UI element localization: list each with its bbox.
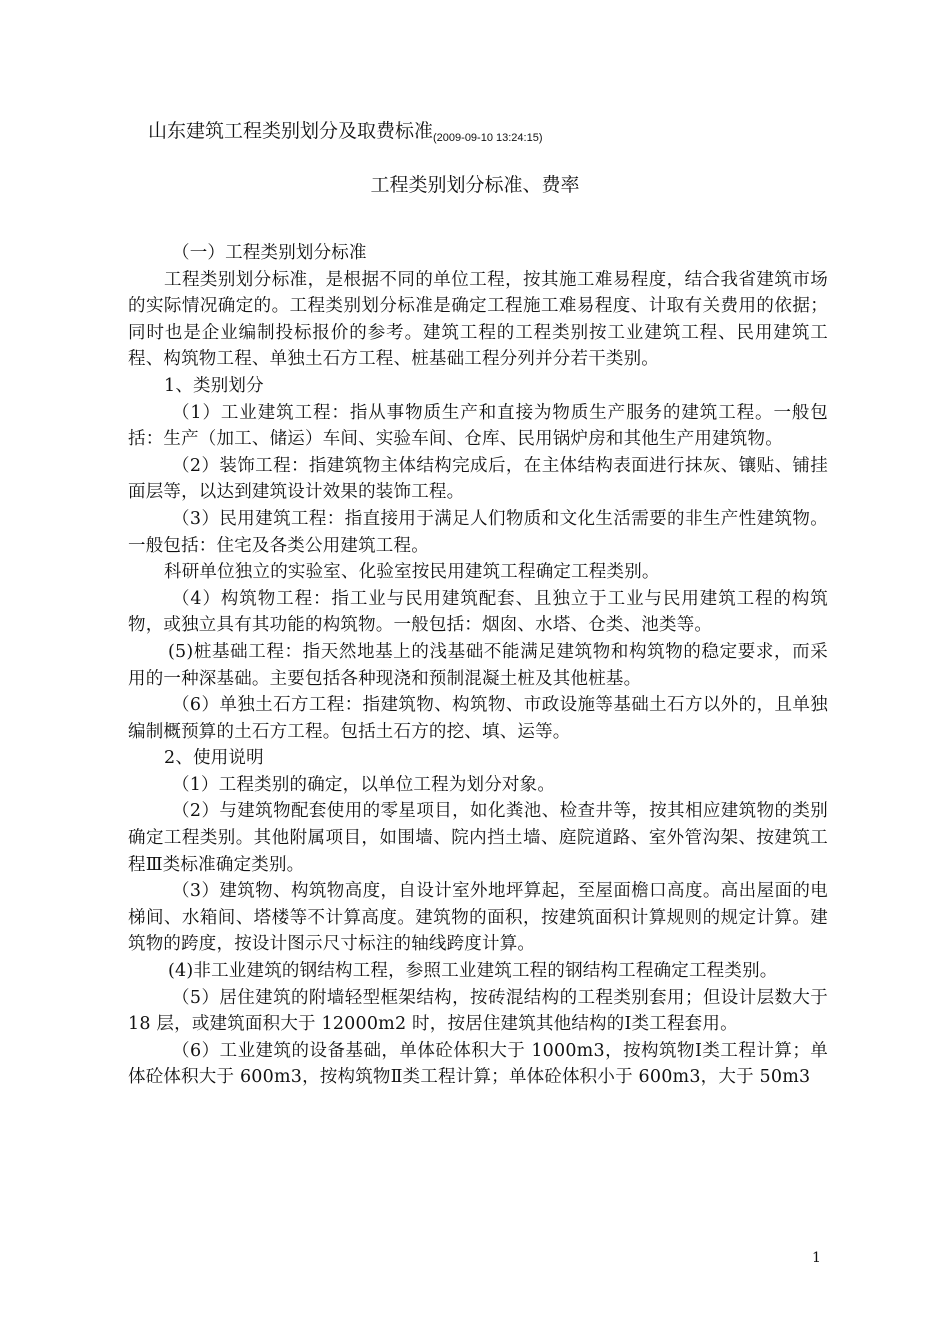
title-timestamp: (2009-09-10 13:24:15) (433, 132, 543, 144)
subsection-heading: 2、使用说明 (164, 748, 264, 769)
paragraph: （3）民用建筑工程：指直接用于满足人们物质和文化生活需要的非生产性建筑物。一般包括：住宅及各类公用建筑工程。 (128, 508, 828, 556)
section-heading: （一）工程类别划分标准 (172, 243, 367, 263)
paragraph: （2）装饰工程：指建筑物主体结构完成后，在主体结构表面进行抹灰、镶贴、铺挂面层等，以达到建筑设计效果的装饰工程。 (128, 455, 828, 503)
title-text: 山东建筑工程类别划分及取费标准 (148, 120, 434, 142)
document-subtitle: 工程类别划分标准、费率 (370, 174, 580, 196)
paragraph: （5）居住建筑的附墙轻型框架结构，按砖混结构的工程类别套用；但设计层数大于 18 层，或建筑面积大于 12000m2 时，按居住建筑其他结构的Ⅰ类工程套用。 (128, 987, 828, 1035)
document-body (128, 240, 828, 1091)
subsection-heading: 1、类别划分 (164, 375, 264, 396)
paragraph: 科研单位独立的实验室、化验室按民用建筑工程确定工程类别。 (164, 562, 660, 583)
paragraph: 工程类别划分标准，是根据不同的单位工程，按其施工难易程度，结合我省建筑市场的实际情况确定的。工程类别划分标准是确定工程施工难易程度、计取有关费用的依据；同时也是企业编制投标报价的参考。建筑工程的工程类别按工业建筑工程、民用建筑工程、构筑物工程、单独土石方工程、桩基础工程分列并分若干类别。 (128, 269, 828, 370)
page-number: 1 (812, 1250, 821, 1266)
paragraph: （2）与建筑物配套使用的零星项目，如化粪池、检查井等，按其相应建筑物的类别确定工程类别。其他附属项目，如围墙、院内挡土墙、庭院道路、室外管沟架、按建筑工程Ⅲ类标准确定类别。 (128, 801, 828, 875)
paragraph: （1）工程类别的确定，以单位工程为划分对象。 (172, 774, 556, 795)
paragraph: （4）构筑物工程：指工业与民用建筑配套、且独立于工业与民用建筑工程的构筑物，或独立具有其功能的构筑物。一般包括：烟囱、水塔、仓类、池类等。 (128, 588, 828, 636)
paragraph: （1）工业建筑工程：指从事物质生产和直接为物质生产服务的建筑工程。一般包括：生产（加工、储运）车间、实验车间、仓库、民用锅炉房和其他生产用建筑物。 (128, 402, 828, 450)
paragraph: (4)非工业建筑的钢结构工程，参照工业建筑工程的钢结构工程确定工程类别。 (168, 961, 778, 982)
paragraph: （3）建筑物、构筑物高度，自设计室外地坪算起，至屋面檐口高度。高出屋面的电梯间、水箱间、塔楼等不计算高度。建筑物的面积，按建筑面积计算规则的规定计算。建筑物的跨度，按设计图示尺寸标注的轴线跨度计算。 (128, 881, 828, 955)
paragraph: （6）工业建筑的设备基础，单体砼体积大于 1000m3，按构筑物Ⅰ类工程计算；单体砼体积大于 600m3，按构筑物Ⅱ类工程计算；单体砼体积小于 600m3，大于 50m3 (128, 1040, 828, 1088)
paragraph: （6）单独土石方工程：指建筑物、构筑物、市政设施等基础土石方以外的，且单独编制概预算的土石方工程。包括土石方的挖、填、运等。 (128, 695, 828, 742)
document-title (148, 118, 542, 151)
paragraph: (5)桩基础工程：指天然地基上的浅基础不能满足建筑物和构筑物的稳定要求，而采用的一种深基础。主要包括各种现浇和预制混凝土桩及其他桩基。 (128, 641, 828, 689)
